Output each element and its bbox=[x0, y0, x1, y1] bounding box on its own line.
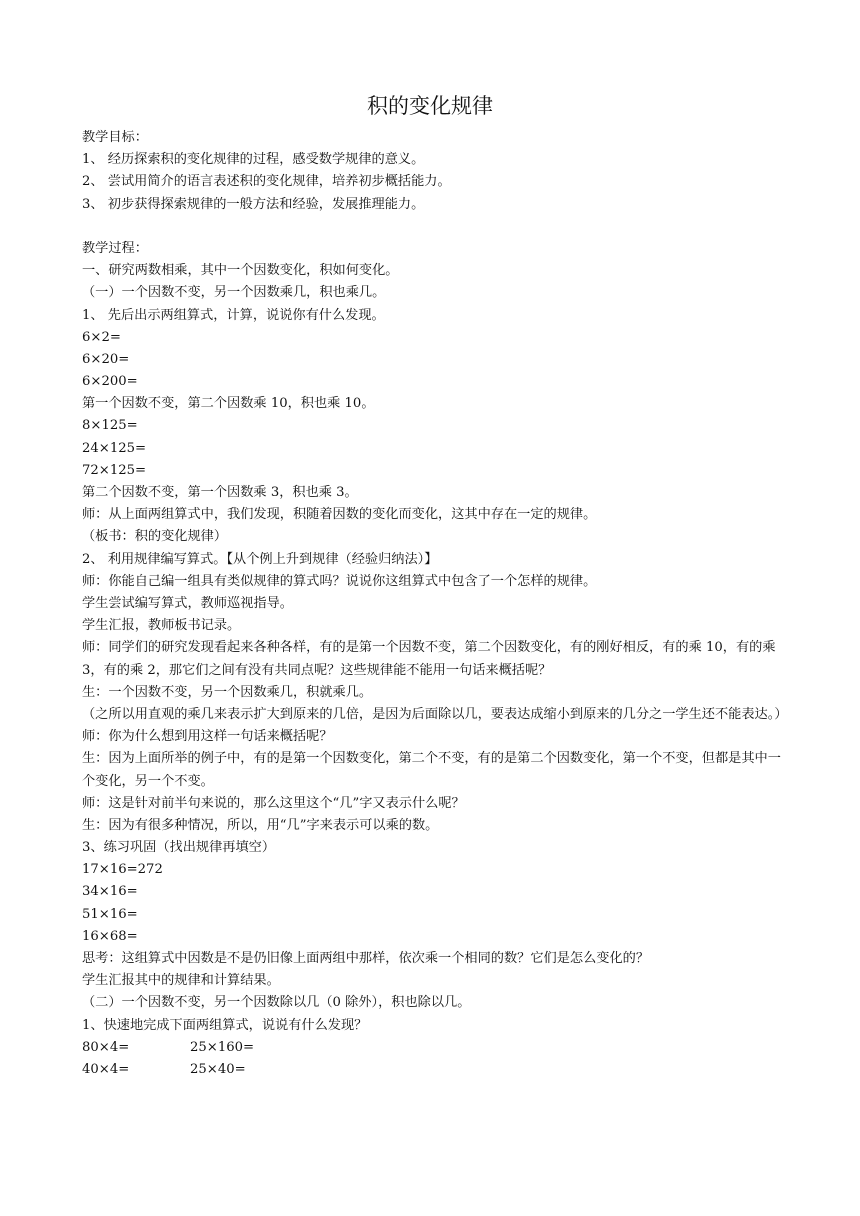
equation-line: 16×68= bbox=[82, 928, 138, 944]
equation-line: 17×16=272 bbox=[82, 862, 163, 878]
equation-line: 6×200= bbox=[82, 374, 138, 390]
text-line: （一）一个因数不变，另一个因数乘几，积也乘几。 bbox=[82, 285, 386, 301]
text-line: 1、 先后出示两组算式，计算，说说你有什么发现。 bbox=[82, 307, 385, 323]
equation-line: 6×2= bbox=[82, 329, 121, 345]
equation-line: 34×16= bbox=[82, 884, 138, 900]
text-line: 学生汇报其中的规律和计算结果。 bbox=[82, 973, 280, 989]
document-body bbox=[82, 127, 788, 1081]
blank-line bbox=[82, 216, 782, 238]
equation-line: 51×16= bbox=[82, 906, 138, 922]
text-line: 第一个因数不变，第二个因数乘 10，积也乘 10。 bbox=[82, 396, 375, 412]
page-title: 积的变化规律 bbox=[367, 94, 493, 118]
equation-line: 8×125= bbox=[82, 418, 138, 434]
text-line: 师：你为什么想到用这样一句话来概括呢？ bbox=[82, 729, 333, 745]
equation-right: 25×160= bbox=[190, 1039, 255, 1055]
equation-left: 80×4= bbox=[82, 1039, 130, 1055]
text-line: 学生汇报，教师板书记录。 bbox=[82, 618, 241, 634]
text-line: 生：一个因数不变，另一个因数乘几，积就乘几。 bbox=[82, 684, 373, 700]
text-line: 思考：这组算式中因数是不是仍旧像上面两组中那样，依次乘一个相同的数？它们是怎么变化的？ bbox=[82, 951, 650, 967]
text-line: 师：你能自己编一组具有类似规律的算式吗？说说你这组算式中包含了一个怎样的规律。 bbox=[82, 573, 597, 589]
equation-left: 40×4= bbox=[82, 1061, 130, 1077]
text-line: 3、练习巩固（找出规律再填空） bbox=[82, 840, 276, 856]
text-line: 学生尝试编写算式，教师巡视指导。 bbox=[82, 595, 293, 611]
paragraph: （之所以用直观的乘几来表示扩大到原来的几倍，是因为后面除以几，要表达成缩小到原来的几分之一学生还不能表达。） bbox=[82, 706, 788, 722]
equation-pair bbox=[82, 1059, 782, 1081]
equation-line: 72×125= bbox=[82, 462, 147, 478]
paragraph: 生：因为上面所举的例子中，有的是第一个因数变化，第二个不变，有的是第二个因数变化，第一个不变，但都是其中一个变化，另一个不变。 bbox=[82, 751, 781, 789]
objective-item: 1、 经历探索积的变化规律的过程，感受数学规律的意义。 bbox=[82, 152, 425, 168]
text-line: 2、 利用规律编写算式。【从个例上升到规律（经验归纳法）】 bbox=[82, 551, 438, 567]
text-line: 生：因为有很多种情况，所以，用“几”字来表示可以乘的数。 bbox=[82, 817, 439, 833]
text-line: 第二个因数不变，第一个因数乘 3，积也乘 3。 bbox=[82, 485, 358, 500]
paragraph: 师：同学们的研究发现看起来各种各样，有的是第一个因数不变，第二个因数变化，有的刚好相反，有的乘 10，有的乘 3，有的乘 2，那它们之间有没有共同点呢？这些规律能不能用一句话来概括呢？ bbox=[82, 640, 776, 678]
equation-right: 25×40= bbox=[190, 1061, 246, 1077]
text-line: 一、研究两数相乘，其中一个因数变化，积如何变化。 bbox=[82, 263, 399, 279]
text-line: 1、快速地完成下面两组算式，说说有什么发现？ bbox=[82, 1017, 368, 1033]
objective-item: 2、 尝试用简介的语言表述积的变化规律，培养初步概括能力。 bbox=[82, 174, 451, 190]
process-heading: 教学过程： bbox=[82, 240, 148, 256]
objectives-heading: 教学目标： bbox=[82, 130, 148, 145]
equation-line: 24×125= bbox=[82, 440, 147, 456]
objective-item: 3、 初步获得探索规律的一般方法和经验，发展推理能力。 bbox=[82, 196, 425, 212]
equation-pair bbox=[82, 1037, 782, 1059]
text-line: 师：从上面两组算式中，我们发现，积随着因数的变化而变化，这其中存在一定的规律。 bbox=[82, 507, 597, 523]
text-line: （二）一个因数不变，另一个因数除以几（0 除外），积也除以几。 bbox=[82, 995, 471, 1011]
text-line: 师：这是针对前半句来说的，那么这里这个“几”字又表示什么呢？ bbox=[82, 795, 465, 811]
text-line: （板书：积的变化规律） bbox=[82, 529, 228, 545]
equation-line: 6×20= bbox=[82, 351, 130, 367]
